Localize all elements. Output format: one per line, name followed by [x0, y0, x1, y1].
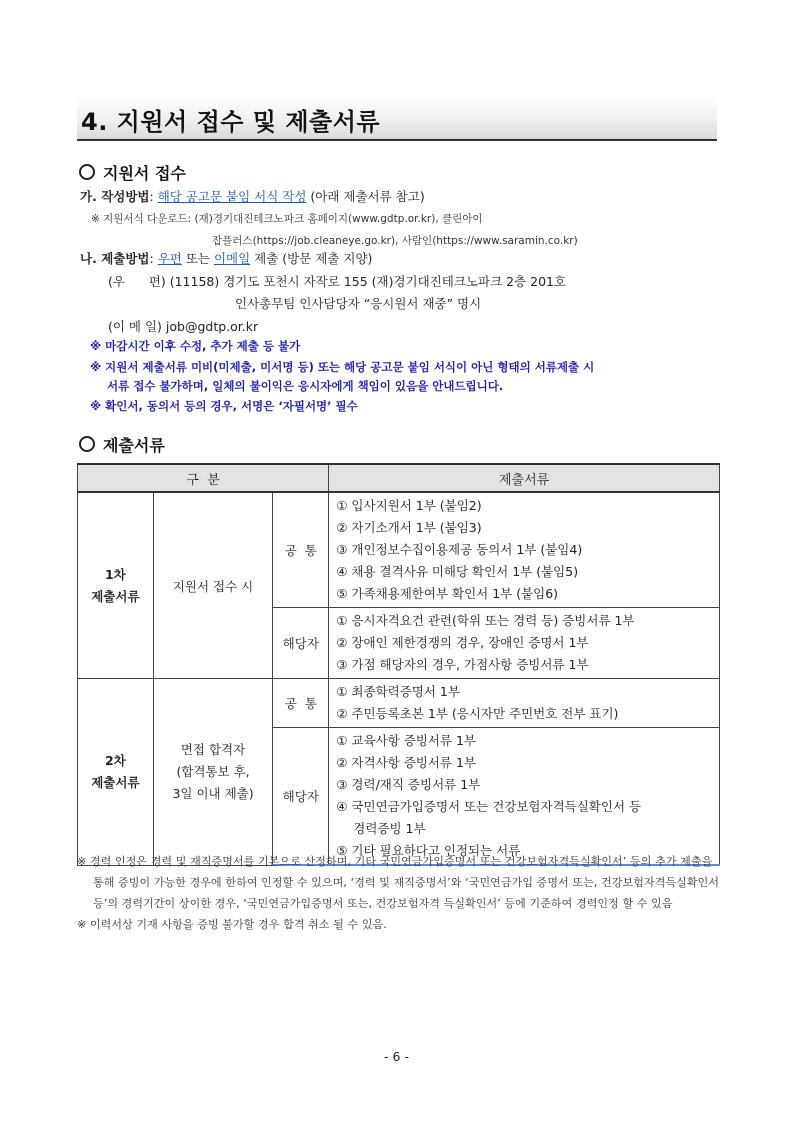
stage1-common-label: 공 통	[273, 492, 329, 608]
note-career: ※ 경력 인정은 경력 및 재직증명서를 기본으로 산정하며, 기타 국민연금가입증명서 또는 건강보험자격득실확인서’ 등의 추가 제출을 통해 증빙이 가능한 경우에 한하여 인정할 수 있으며, ‘경력 및 재직증명서’와 ‘국민연금가입 증명서 또는, 건강보험자격득실확인서 등’의 경력기간이 상이한 경우, ‘국민연금가입증명서 또는, 건강보험자격 득실확인서’ 등에 기준하여 경력인정 할 수 있음	[77, 855, 720, 910]
post-address-line-2: 인사총무팀 인사담당자 “응시원서 재중” 명시	[235, 296, 482, 311]
stage1-applicable-items	[329, 608, 720, 679]
header-category: 구 분	[78, 464, 329, 492]
list-item: ⑤ 기타 필요하다고 인정되는 서류	[336, 843, 521, 858]
note-cancellation: ※ 이력서상 기재 사항을 증빙 불가할 경우 합격 취소 될 수 있음.	[77, 918, 387, 931]
list-item: ① 교육사항 증빙서류 1부	[336, 733, 477, 748]
item-prefix: 나.	[80, 251, 102, 266]
section-heading-text: 지원서 접수	[103, 164, 186, 183]
title-box	[77, 96, 717, 141]
writing-method-label: 작성방법	[101, 189, 150, 204]
stage2-timing-line1: 면접 합격자	[180, 741, 246, 757]
stage1-applicable-label: 해당자	[273, 608, 329, 679]
submit-method-label: 제출방법	[101, 251, 150, 266]
list-item: ③ 개인정보수집이용제공 동의서 1부 (붙임4)	[336, 542, 583, 557]
page-title: 4. 지원서 접수 및 제출서류	[81, 108, 381, 136]
form-link[interactable]: 해당 공고문 붙임 서식 작성	[157, 189, 307, 204]
list-item: ① 입사지원서 1부 (붙임2)	[336, 498, 482, 513]
circle-bullet-icon	[79, 164, 95, 180]
list-item: ② 자격사항 증빙서류 1부	[336, 755, 477, 770]
warning-signature: ※ 확인서, 동의서 등의 경우, 서명은 ‘자필서명’ 필수	[90, 399, 358, 413]
post-address-line-1: (우 편) (11158) 경기도 포천시 자작로 155 (재)경기대진테크노파크 2층 201호	[108, 274, 567, 289]
circle-bullet-icon	[79, 436, 95, 452]
stage2-timing	[153, 679, 273, 866]
stage2-name-line1: 2차	[104, 752, 126, 768]
stage2-applicable-label: 해당자	[273, 728, 329, 866]
email-address-line: (이 메 일) job@gdtp.or.kr	[108, 319, 259, 334]
writing-method-note: (아래 제출서류 참고)	[306, 189, 425, 204]
stage1-name-line2: 제출서류	[91, 588, 140, 604]
warning-incomplete-2: 서류 접수 불가하며, 일체의 불이익은 응시자에게 책임이 있음을 안내드립니다.	[107, 379, 504, 393]
warning-deadline: ※ 마감시간 이후 수정, 추가 제출 등 불가	[90, 339, 301, 353]
list-item: ⑤ 가족채용제한여부 확인서 1부 (붙임6)	[336, 586, 559, 601]
post-link[interactable]: 우편	[157, 251, 182, 266]
header-documents: 제출서류	[329, 464, 720, 492]
stage2-name	[78, 679, 154, 866]
stage2-name-line2: 제출서류	[91, 774, 140, 790]
colon: :	[149, 189, 158, 204]
list-item: ① 응시자격요건 관련(학위 또는 경력 등) 증빙서류 1부	[336, 613, 635, 628]
list-item: ② 주민등록초본 1부 (응시자만 주민번호 전부 표기)	[336, 706, 619, 721]
table-row	[78, 679, 720, 728]
submit-method-note: 제출 (방문 제출 지양)	[250, 251, 373, 266]
section-heading-application	[79, 161, 186, 184]
download-line-1: ※ 지원서식 다운로드: (재)경기대진테크노파크 홈페이지(www.gdtp.or.kr), 클린아이	[91, 213, 483, 225]
section-heading-text: 제출서류	[103, 436, 165, 455]
table-row	[78, 492, 720, 608]
notes	[77, 851, 722, 935]
page-number: - 6 -	[384, 1049, 409, 1064]
stage1-common-items	[329, 492, 720, 608]
stage2-common-label: 공 통	[273, 679, 329, 728]
download-line-2: 잡플러스(https://job.cleaneye.go.kr), 사람인(https://www.saramin.co.kr)	[212, 235, 578, 247]
list-item: ② 장애인 제한경쟁의 경우, 장애인 증명서 1부	[336, 635, 589, 650]
stage2-applicable-items	[329, 728, 720, 866]
table-header-row	[78, 464, 720, 492]
submit-method-line	[80, 249, 372, 267]
or-text: 또는	[181, 251, 214, 266]
stage1-name-line1: 1차	[104, 566, 126, 582]
item-prefix: 가.	[80, 189, 102, 204]
stage2-common-items	[329, 679, 720, 728]
list-item: ④ 국민연금가입증명서 또는 건강보험자격득실확인서 등	[336, 799, 642, 814]
documents-table	[77, 463, 720, 866]
list-item: ① 최종학력증명서 1부	[336, 684, 460, 699]
stage2-timing-line2: (합격통보 후,	[176, 763, 250, 779]
list-item: ② 자기소개서 1부 (붙임3)	[336, 520, 482, 535]
colon: :	[149, 251, 158, 266]
stage1-name	[78, 492, 154, 679]
list-item: ③ 가점 해당자의 경우, 가점사항 증빙서류 1부	[336, 657, 589, 672]
stage2-timing-line3: 3일 이내 제출)	[172, 785, 254, 801]
list-item: 경력증빙 1부	[353, 821, 426, 836]
section-heading-documents	[79, 433, 165, 456]
stage1-timing: 지원서 접수 시	[153, 492, 273, 679]
warning-incomplete-1: ※ 지원서 제출서류 미비(미제출, 미서명 등) 또는 해당 공고문 붙임 서식이 아닌 형태의 서류제출 시	[90, 360, 595, 374]
email-link[interactable]: 이메일	[213, 251, 251, 266]
writing-method-line	[80, 187, 425, 205]
list-item: ③ 경력/재직 증빙서류 1부	[336, 777, 481, 792]
list-item: ④ 채용 결격사유 미해당 확인서 1부 (붙임5)	[336, 564, 579, 579]
